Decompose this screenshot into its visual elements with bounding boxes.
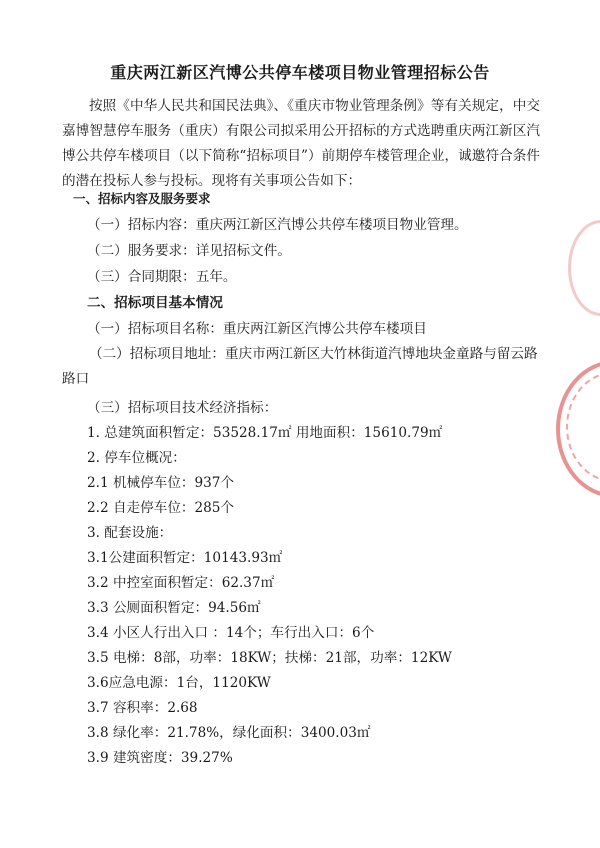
indicator-line: 3.3 公厕面积暂定：94.56㎡: [87, 600, 261, 616]
indicator-line: 3. 配套设施：: [87, 525, 173, 541]
section2-heading: 二、招标项目基本情况: [87, 295, 223, 311]
indicator-line: 3.9 建筑密度：39.27%: [87, 750, 233, 766]
indicator-line: 3.8 绿化率：21.78%，绿化面积：3400.03㎡: [87, 725, 371, 741]
seal-stamp-top: [568, 220, 600, 316]
indicator-line: 3.4 小区人行出入口 ：14个；车行出入口：6个: [87, 625, 375, 641]
project-name-line: （一）招标项目名称：重庆两江新区汽博公共停车楼项目: [87, 321, 427, 337]
indicator-line: 3.2 中控室面积暂定：62.37㎡: [87, 575, 275, 591]
indicator-line: 2.2 自走停车位：285个: [87, 500, 235, 516]
section1-heading: 一、招标内容及服务要求: [73, 191, 211, 206]
section1-item: （二）服务要求：详见招标文件。: [87, 243, 291, 259]
project-address-line: （二）招标项目地址：重庆市两江新区大竹林街道汽博地块金童路与留云路路口: [62, 346, 538, 387]
indicator-line: 2. 停车位概况：: [87, 450, 186, 466]
indicator-line: 3.5 电梯：8部，功率：18KW；扶梯：21部，功率：12KW: [87, 650, 452, 666]
document-title: 重庆两江新区汽博公共停车楼项目物业管理招标公告: [110, 63, 490, 82]
intro-paragraph: 按照《中华人民共和国民法典》、《重庆市物业管理条例》等有关规定，中交嘉博智慧停车服务（重庆）有限公司拟采用公开招标的方式选聘重庆两江新区汽博公共停车楼项目（以下简称“招标项目”）前期停车楼管理企业，诚邀符合条件的潜在投标人参与投标。现将有关事项公告如下：: [62, 98, 540, 189]
indicator-line: 3.1公建面积暂定：10143.93㎡: [87, 550, 283, 566]
indicator-line: 3.7 容积率：2.68: [87, 700, 198, 716]
indicator-line: 1. 总建筑面积暂定：53528.17㎡ 用地面积：15610.79㎡: [87, 425, 443, 441]
indicator-line: 3.6应急电源：1台，1120KW: [87, 675, 271, 691]
indicator-line: 2.1 机械停车位：937个: [87, 475, 235, 491]
tech-indicators-heading: （三）招标项目技术经济指标：: [87, 400, 278, 416]
section1-item: （三）合同期限：五年。: [87, 269, 237, 285]
section1-item: （一）招标内容：重庆两江新区汽博公共停车楼项目物业管理。: [87, 217, 468, 233]
